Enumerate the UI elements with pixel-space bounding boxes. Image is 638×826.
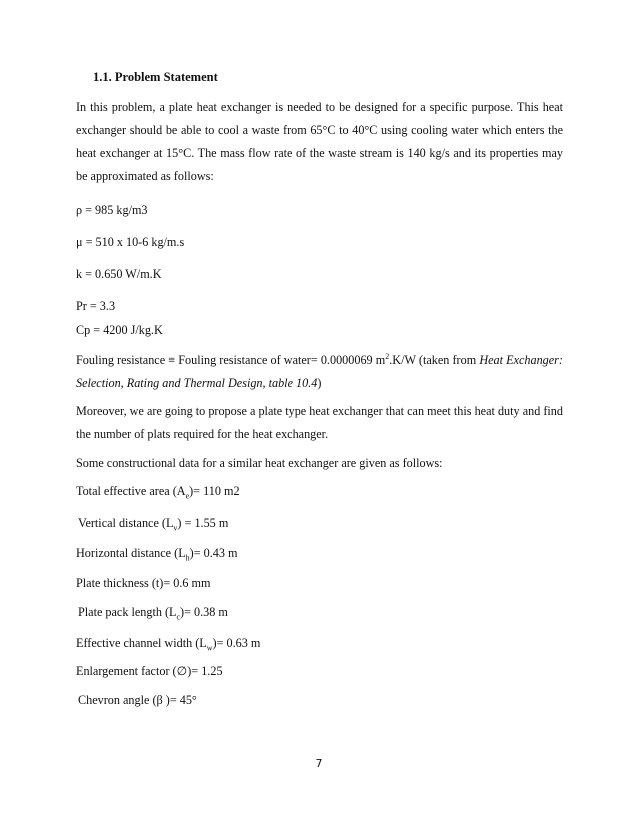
chevron-angle: Chevron angle (β )= 45° [78,693,197,707]
property-prandtl: Pr = 3.3 [76,299,116,313]
fouling-text: Fouling resistance ≡ Fouling resistance of water= 0.0000069 m [76,353,386,368]
vertical-value: ) = 1.55 m [177,516,229,530]
area-value: )= 110 m2 [189,484,240,498]
total-effective-area [76,483,240,504]
fouling-paragraph [76,345,563,395]
width-subscript: w [206,643,213,653]
pack-value: )= 0.38 m [180,605,228,619]
horizontal-distance [76,545,238,566]
fouling-closing: ) [317,376,322,391]
enlargement-factor: Enlargement factor (∅)= 1.25 [76,664,223,678]
fouling-source-title: Heat Exchanger: Selection, Rating and Thermal Design, table 10.4 [76,353,563,391]
fouling-unit-text: .K/W (taken from [389,353,480,368]
data-intro: Some constructional data for a similar heat exchanger are given as follows: [76,456,443,470]
page-number: 7 [315,757,323,770]
plate-thickness: Plate thickness (t)= 0.6 mm [76,576,211,590]
intro-paragraph: In this problem, a plate heat exchanger is needed to be designed for a specific purpose. This heat exchanger should be able to cool a waste from 65°C to 40°C using cooling water which enters the heat exchanger at 15°C. The mass flow rate of the waste stream is 140 kg/s and its properties may be approximated as follows: [76,100,563,183]
vertical-label: Vertical distance (L [78,516,174,530]
vertical-distance [78,515,228,536]
property-density: ρ = 985 kg/m3 [76,203,148,217]
horizontal-subscript: h [185,553,190,563]
horizontal-value: )= 0.43 m [189,546,238,560]
area-subscript: e [185,491,190,501]
fouling-unit-exponent: 2 [385,352,390,361]
section-heading: 1.1. Problem Statement [93,70,218,84]
effective-channel-width [76,635,260,656]
proposal-paragraph: Moreover, we are going to propose a plate type heat exchanger that can meet this heat duty and find the number of plats required for the heat exchanger. [76,404,563,441]
width-label: Effective channel width (L [76,636,207,650]
width-value: )= 0.63 m [212,636,261,650]
pack-label: Plate pack length (L [78,605,177,619]
area-label: Total effective area (A [76,484,186,498]
property-specific-heat: Cp = 4200 J/kg.K [76,323,163,337]
vertical-subscript: v [173,523,178,533]
pack-subscript: c [176,612,181,622]
property-viscosity: μ = 510 x 10-6 kg/m.s [76,235,185,249]
property-conductivity: k = 0.650 W/m.K [76,267,162,281]
horizontal-label: Horizontal distance (L [76,546,186,560]
plate-pack-length [78,604,228,625]
